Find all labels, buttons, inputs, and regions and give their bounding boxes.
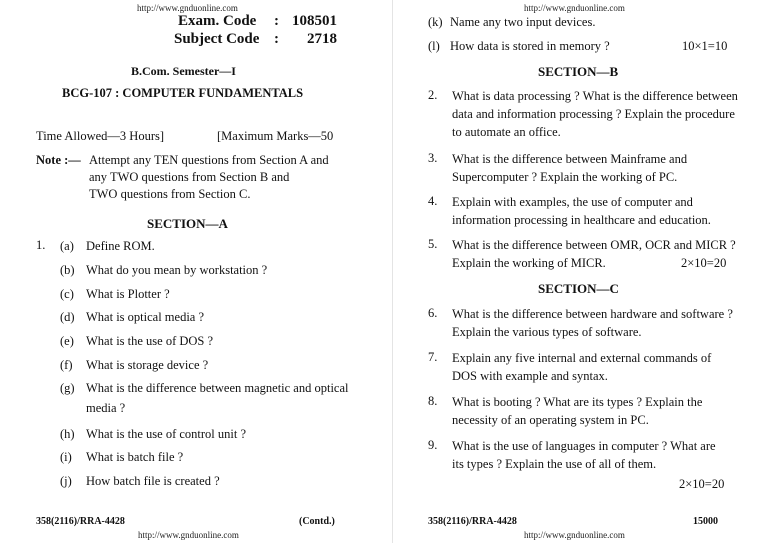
question-line: information processing in healthcare and education.: [452, 213, 711, 227]
footer-paper-code: 358(2116)/RRA-4428: [36, 516, 125, 527]
subquestion-text: What is optical media ?: [86, 310, 205, 324]
subquestion-text: What is the use of DOS ?: [86, 334, 214, 348]
section-c-heading: SECTION—C: [538, 281, 619, 296]
subquestion-label: (e): [60, 334, 74, 348]
question-1-number: 1.: [36, 238, 46, 252]
question-line: its types ? Explain the use of all of them.: [452, 457, 657, 471]
subquestion-label: (b): [60, 263, 75, 277]
subquestion-label: (a): [60, 239, 74, 253]
header-url[interactable]: http://www.gnduonline.com: [137, 3, 238, 13]
subquestion-label: (j): [60, 474, 72, 488]
exam-code-value: 108501: [292, 13, 337, 29]
question-number: 3.: [428, 151, 438, 165]
subquestion-text: What is the use of control unit ?: [86, 427, 247, 441]
question-line: What is the use of languages in computer ? What are: [452, 439, 716, 453]
marks-section-a: 10×1=10: [682, 39, 728, 53]
question-line: DOS with example and syntax.: [452, 369, 608, 383]
question-line: What is the difference between hardware and software ?: [452, 307, 733, 321]
subject-code-value: 2718: [307, 31, 337, 47]
section-b-heading: SECTION—B: [538, 64, 619, 79]
subquestion-text: How data is stored in memory ?: [450, 39, 610, 53]
subquestion-label: (l): [428, 39, 440, 53]
footer-copies: 15000: [693, 516, 718, 527]
question-number: 5.: [428, 237, 438, 251]
subquestion-text: What do you mean by workstation ?: [86, 263, 268, 277]
subquestion-text: Name any two input devices.: [450, 15, 596, 29]
exam-code-colon: :: [274, 13, 279, 29]
note-line-1: Attempt any TEN questions from Section A and: [89, 153, 329, 167]
question-line: Explain the various types of software.: [452, 325, 642, 339]
subquestion-label: (d): [60, 310, 75, 324]
subquestion-text: What is Plotter ?: [86, 287, 170, 301]
section-a-heading: SECTION—A: [147, 216, 228, 231]
question-number: 9.: [428, 438, 438, 452]
subquestion-text: How batch file is created ?: [86, 474, 220, 488]
question-line: to automate an office.: [452, 125, 561, 139]
question-line: What is the difference between Mainframe and: [452, 152, 688, 166]
marks-section-c: 2×10=20: [679, 477, 725, 491]
exam-code-label: Exam. Code: [178, 13, 257, 29]
footer-contd: (Contd.): [299, 516, 335, 527]
footer-url[interactable]: http://www.gnduonline.com: [524, 530, 625, 540]
note-line-2: any TWO questions from Section B and: [89, 170, 290, 184]
subquestion-label: (i): [60, 450, 72, 464]
subquestion-label: (f): [60, 358, 73, 372]
subquestion-label: (c): [60, 287, 74, 301]
question-number: 8.: [428, 394, 438, 408]
maximum-marks: [Maximum Marks—50: [217, 129, 334, 143]
subquestion-text: What is the difference between magnetic and optical: [86, 381, 349, 395]
footer-paper-code: 358(2116)/RRA-4428: [428, 516, 517, 527]
header-url[interactable]: http://www.gnduonline.com: [524, 3, 625, 13]
question-number: 2.: [428, 88, 438, 102]
semester-heading: B.Com. Semester—I: [131, 64, 236, 78]
question-line: What is booting ? What are its types ? Explain the: [452, 395, 703, 409]
subject-code-colon: :: [274, 31, 279, 47]
page-divider: [392, 0, 393, 543]
course-title: BCG-107 : COMPUTER FUNDAMENTALS: [62, 86, 304, 100]
question-number: 6.: [428, 306, 438, 320]
subquestion-text: What is batch file ?: [86, 450, 184, 464]
subquestion-label: (g): [60, 381, 75, 395]
question-line: What is data processing ? What is the difference between: [452, 89, 738, 103]
question-number: 4.: [428, 194, 438, 208]
subject-code-label: Subject Code: [174, 31, 260, 47]
question-line: Explain with examples, the use of computer and: [452, 195, 693, 209]
subquestion-label: (h): [60, 427, 75, 441]
question-line: data and information processing ? Explain the procedure: [452, 107, 735, 121]
question-line: Explain the working of MICR.: [452, 256, 606, 270]
subquestion-label: (k): [428, 15, 443, 29]
note-label: Note :—: [36, 153, 81, 167]
question-number: 7.: [428, 350, 438, 364]
marks-section-b: 2×10=20: [681, 256, 727, 270]
subquestion-text: What is storage device ?: [86, 358, 209, 372]
question-line: necessity of an operating system in PC.: [452, 413, 649, 427]
question-line: Explain any five internal and external commands of: [452, 351, 712, 365]
footer-url[interactable]: http://www.gnduonline.com: [138, 530, 239, 540]
subquestion-text-continued: media ?: [86, 401, 126, 415]
question-line: Supercomputer ? Explain the working of PC.: [452, 170, 678, 184]
subquestion-text: Define ROM.: [86, 239, 155, 253]
note-line-3: TWO questions from Section C.: [89, 187, 251, 201]
question-line: What is the difference between OMR, OCR and MICR ?: [452, 238, 736, 252]
time-allowed: Time Allowed—3 Hours]: [36, 129, 165, 143]
